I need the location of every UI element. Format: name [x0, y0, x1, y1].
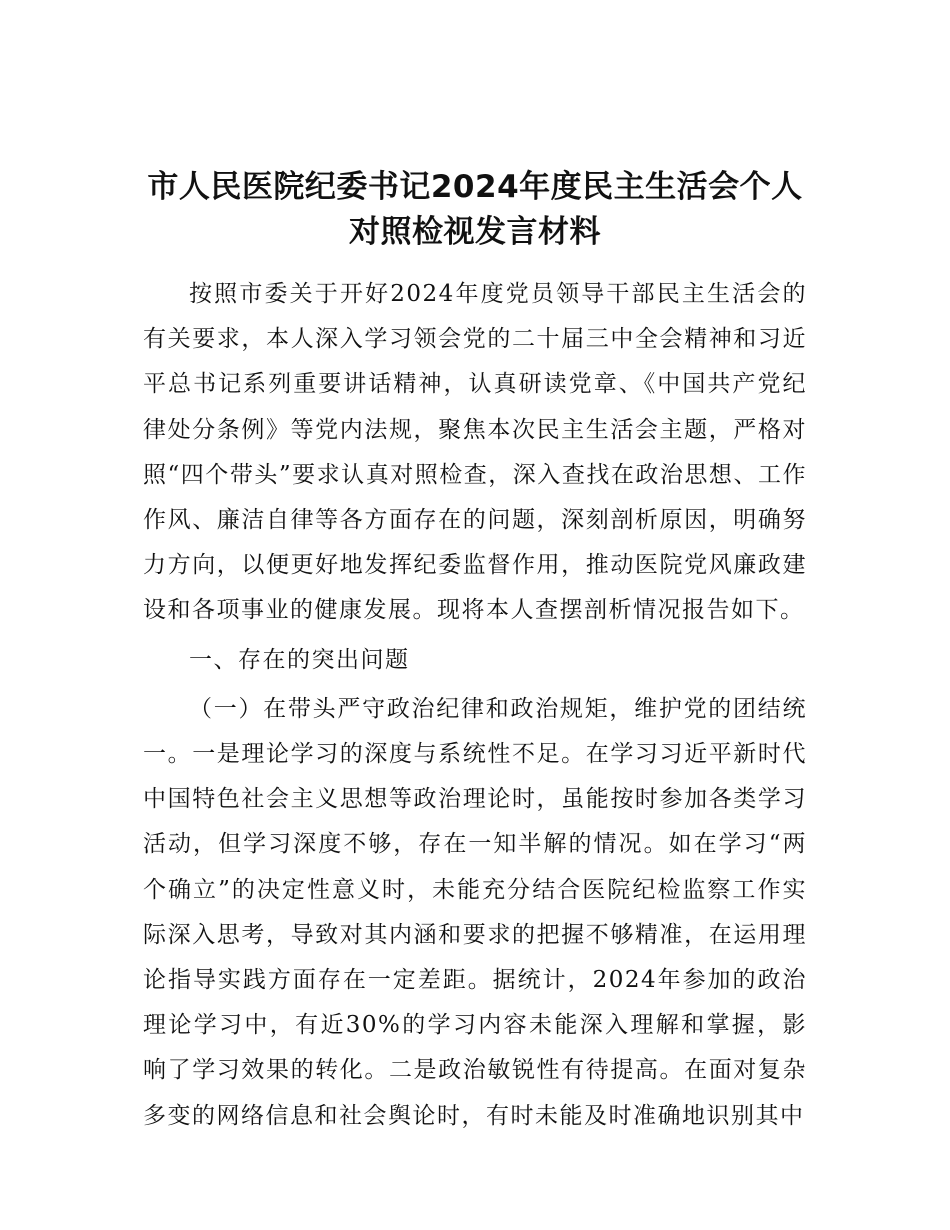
document-title	[143, 165, 807, 255]
section-heading-1: 一、存在的突出问题	[189, 646, 410, 673]
title-line-1: 市人民医院纪委书记2024年度民主生活会个人	[147, 169, 803, 205]
intro-paragraph: 按照市委关于开好2024年度党员领导干部民主生活会的有关要求，本人深入学习领会党的二十届三中全会精神和习近平总书记系列重要讲话精神，认真研读党章、《中国共产党纪律处分条例》等党内法规，聚焦本次民主生活会主题，严格对照“四个带头”要求认真对照检查，深入查找在政治思想、工作作风、廉洁自律等各方面存在的问题，深刻剖析原因，明确努力方向，以便更好地发挥纪委监督作用，推动医院党风廉政建设和各项事业的健康发展。现将本人查摆剖析情况报告如下。	[143, 281, 807, 624]
title-line-2: 对照检视发言材料	[349, 214, 601, 250]
section-1-paragraph-1: （一）在带头严守政治纪律和政治规矩，维护党的团结统一。一是理论学习的深度与系统性不足。在学习习近平新时代中国特色社会主义思想等政治理论时，虽能按时参加各类学习活动，但学习深度不够，存在一知半解的情况。如在学习“两个确立”的决定性意义时，未能充分结合医院纪检监察工作实际深入思考，导致对其内涵和要求的把握不够精准，在运用理论指导实践方面存在一定差距。据统计，2024年参加的政治理论学习中，有近30%的学习内容未能深入理解和掌握，影响了学习效果的转化。二是政治敏锐性有待提高。在面对复杂多变的网络信息和社会舆论时，有时未能及时准确地识别其中	[143, 695, 807, 1129]
document-page	[143, 165, 807, 1139]
